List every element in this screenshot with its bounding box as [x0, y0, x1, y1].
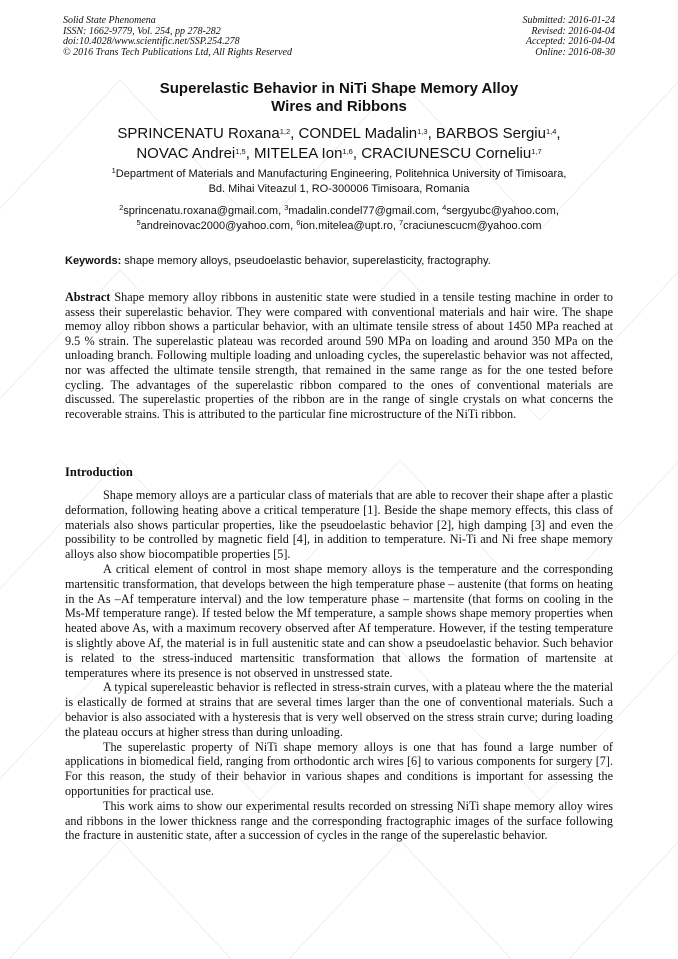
introduction-body: [65, 488, 613, 843]
accepted-date: Accepted: 2016-04-04: [525, 36, 615, 48]
abstract: [65, 290, 613, 421]
email-link[interactable]: andreinovac2000@yahoo.com: [140, 220, 291, 232]
affiliation-line-2: Bd. Mihai Viteazul 1, RO-300006 Timisoara, Romania: [208, 183, 470, 195]
copyright: © 2016 Trans Tech Publications Ltd, All Rights Reserved: [63, 46, 292, 58]
author-name: NOVAC Andrei: [136, 145, 236, 162]
author-affil-sup: 1,2: [279, 127, 291, 136]
author-name: CRACIUNESCU Corneliu: [361, 145, 532, 162]
author-affil-sup: 1,4: [545, 127, 557, 136]
keywords: [65, 254, 613, 268]
author-affil-sup: 1,5: [235, 147, 246, 156]
author-affil-sup: 1,6: [342, 147, 353, 156]
abstract-label: Abstract: [65, 290, 111, 304]
author-emails: $^2$sprincenatu.roxana@gmail.com, $^3$madalin.condel77@gmail.com, $^4$sergyubc@yahoo.com, $^5$andreinovac2000@yahoo.com, $^6$ion.mitelea@upt.ro, $^7$craciunescucm@yahoo.com: [119, 203, 559, 232]
affiliation-sup: 1: [111, 166, 116, 175]
author-list: SPRINCENATU Roxana$^{1,2}$, CONDEL Madalin$^{1,3}$, BARBOS Sergiu$^{1,4}$, NOVAC Andrei$^{1,5}$, MITELEA Ion$^{1,6}$, CRACIUNESCU Corneliu$^{1,7}$: [117, 125, 561, 162]
paragraph: This work aims to show our experimental results recorded on stressing NiTi shape memory alloy wires and ribbons in the lower thickness range and the corresponding fractographic images of the surface following the fracture in austenitic state, after a succession of cycles in the range of the superelastic behavior.: [65, 798, 613, 843]
paragraph: Shape memory alloys are a particular class of materials that are able to recover their shape after a plastic deformation, following heating above a critical temperature [1]. Beside the shape memory effects, this class of materials also shows particular properties, like the pseudoelastic behavior [2], high damping [3] and even the possibility to be controlled by magnetic field [4], in addition to temperature. Ni-Ti and Ni free shape memory alloys also show biocompatible properties [5].: [65, 488, 613, 562]
publication-info: [63, 16, 292, 58]
online-date: Online: 2016-08-30: [535, 46, 615, 58]
keywords-text: shape memory alloys, pseudoelastic behavior, superelasticity, fractography.: [121, 255, 491, 267]
email-link[interactable]: madalin.condel77@gmail.com: [288, 205, 436, 217]
author-affil-sup: 1,7: [531, 147, 542, 156]
abstract-text: Shape memory alloy ribbons in austenitic state were studied in a tensile testing machine in order to assess their superelastic behavior. They were compared with conventional materials and hair wire. The shape memoy alloy ribbon shows a particular behavior, with an ultimate tensile stress of about 1450 MPa reached at 9.5 % strain. The superelastic plateau was recorded around 590 MPa on loading and around 350 MPa on the unloading branch. Following multiple loading and unloading cycles, the superelastic behavior was not affected, nor was affected the ultimate tensile strength, that remained in the same range as for the one tested before cycling. The advantages of the superelastic ribbon compared to the ones of conventional materials are discussed. The superelastic properties of the ribbon are in the range of single crystals on what concerns the recoverable strains. This is attributed to the particular fine microstructure of the NiTi ribbon.: [65, 290, 613, 421]
affiliation-line-1: Department of Materials and Manufacturing Engineering, Politehnica University of Timisoara,: [115, 168, 567, 180]
issn: ISSN: 1662-9779, Vol. 254, pp 278-282: [63, 25, 221, 37]
keywords-label: Keywords:: [65, 255, 122, 267]
affiliation: [60, 167, 618, 197]
journal-name: Solid State Phenomena: [63, 15, 156, 26]
email-link[interactable]: sergyubc@yahoo.com: [446, 205, 556, 217]
email-link[interactable]: craciunescucm@yahoo.com: [403, 220, 542, 232]
author-name: SPRINCENATU Roxana: [117, 125, 280, 142]
title-line-1: Superelastic Behavior in NiTi Shape Memory Alloy: [159, 80, 519, 97]
publication-dates: [523, 16, 616, 58]
email-link[interactable]: ion.mitelea@upt.ro: [300, 220, 393, 232]
doi: doi:10.4028/www.scientific.net/SSP.254.278: [63, 36, 240, 48]
author-name: BARBOS Sergiu: [435, 125, 546, 142]
email-link[interactable]: sprincenatu.roxana@gmail.com: [123, 205, 279, 217]
paper-title: [60, 80, 618, 116]
author-name: CONDEL Madalin: [298, 125, 418, 142]
paragraph: A critical element of control in most shape memory alloys is the temperature and the corresponding martensitic transformation, that develops between the high temperature phase – austenite (that forms on heating in the As –Af temperature interval) and the low temperature phase – martensite (that forms on cooling in the Ms-Mf temperature range). If tested below the Mf temperature, a sample shows shape memory properties when heated above As, with a maximum recovery observed after Af temperature. However, if the testing temperature is slightly above Af, the material is in full austenitic state and can show a pseudoelastic behavior. Such behavior is related to the stress-induced martensitic transformation that allows the formation of martensite at temperatures where its presence is not observed in unstressed state.: [65, 561, 613, 680]
author-affil-sup: 1,3: [417, 127, 428, 136]
paragraph: A typical supereleastic behavior is reflected in stress-strain curves, with a plateau where the the material is elastically de formed at strains that are several times larger than the one of conventional materials. Such a behavior is also associated with a hysteresis that is very well observed on the stress strain curve; during loading the plateau occurs at higher stress than during unloading.: [65, 680, 613, 739]
title-line-2: Wires and Ribbons: [271, 98, 407, 115]
author-name: MITELEA Ion: [254, 145, 343, 162]
paragraph: The superelastic property of NiTi shape memory alloys is one that has found a large number of applications in biomedical field, ranging from orthodontic arch wires [6] to various components for surgery [7]. For this reason, the study of their behavior in various shapes and conditions is important for assessing the opportunities for practical use.: [65, 739, 613, 798]
submitted-date: Submitted: 2016-01-24: [522, 15, 615, 26]
revised-date: Revised: 2016-04-04: [531, 25, 615, 37]
section-heading-introduction: Introduction: [65, 465, 133, 479]
